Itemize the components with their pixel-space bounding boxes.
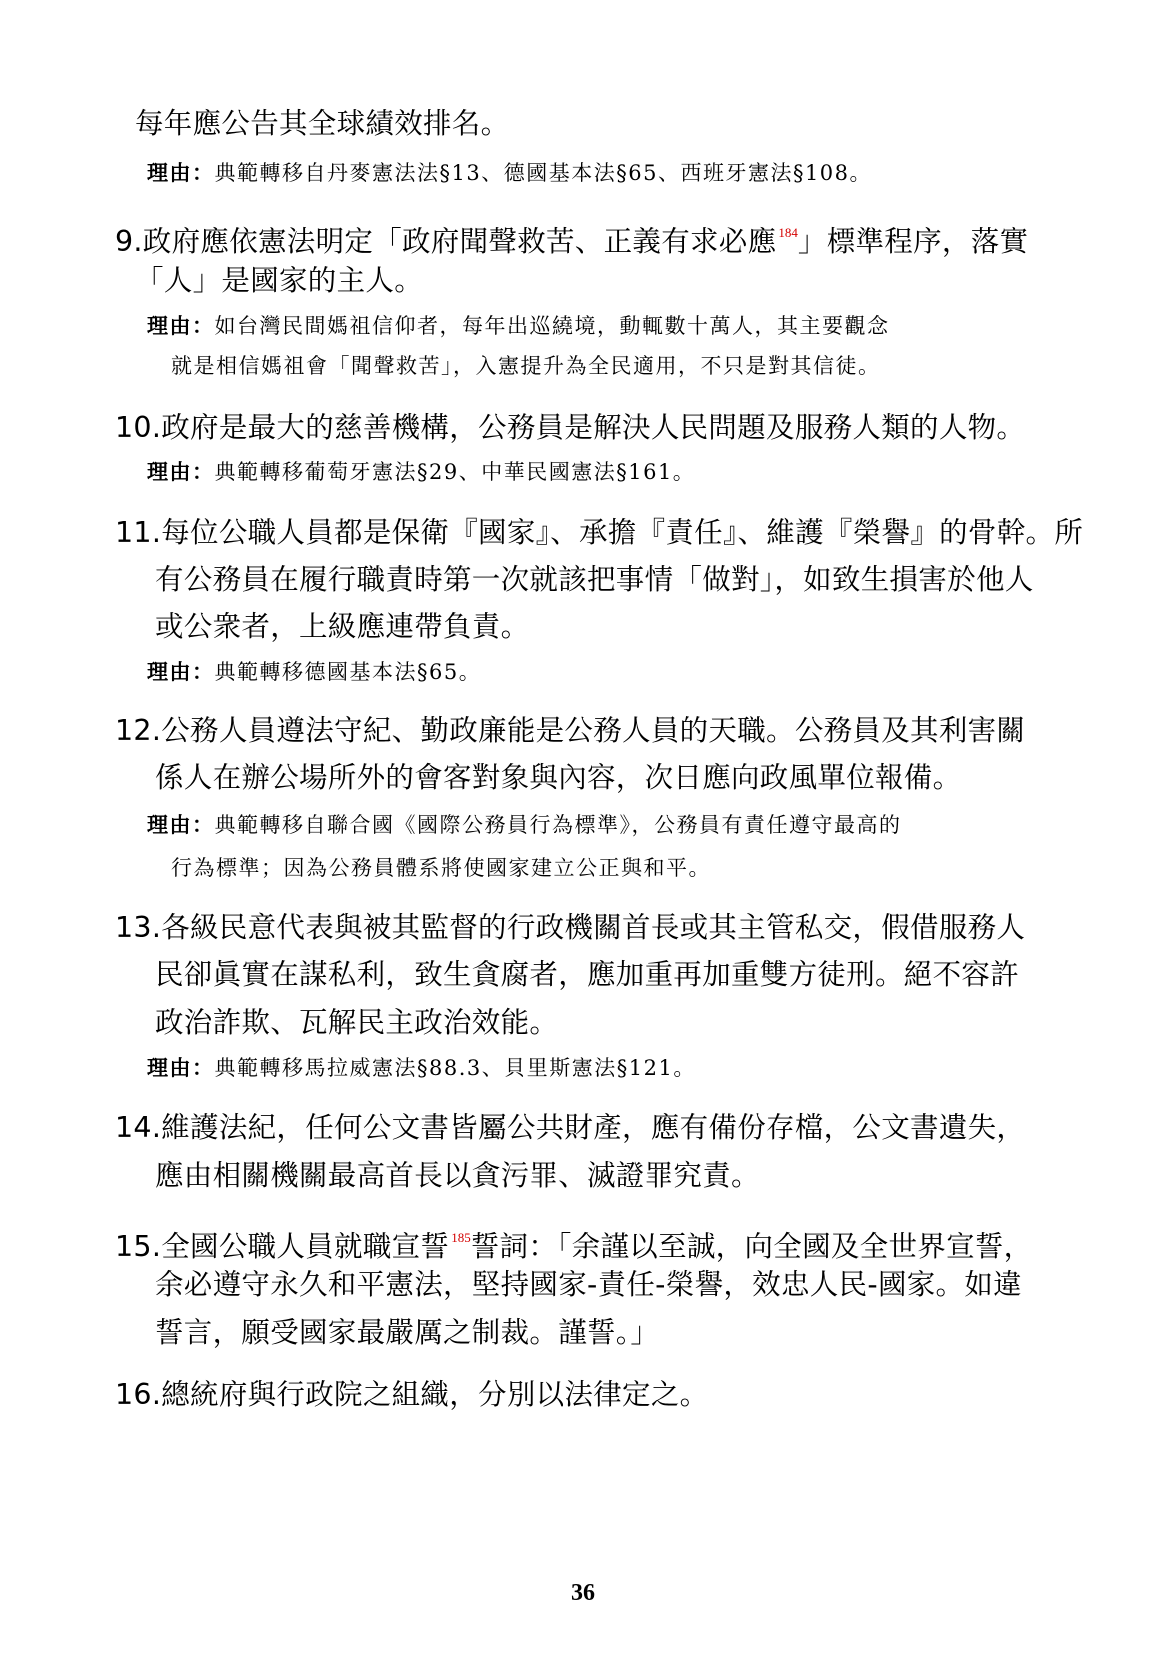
reason-label: 理由： (147, 160, 215, 185)
reason-line: 就是相信媽祖會「聞聲救苦」，入憲提升為全民適用，不只是對其信徒。 (171, 354, 881, 378)
item-14-line: 14.維護法紀，任何公文書皆屬公共財產，應有備份存檔，公文書遺失， (115, 1111, 1026, 1144)
item-11-line: 11.每位公職人員都是保衛『國家』、承擔『責任』、維護『榮譽』的骨幹。所 (115, 516, 1084, 549)
item-13-line: 政治詐欺、瓦解民主政治效能。 (155, 1006, 559, 1039)
item-15-line: 余必遵守永久和平憲法，堅持國家-責任-榮譽，效忠人民-國家。如違 (155, 1268, 1022, 1301)
item-13-line: 民卻眞實在謀私利，致生貪腐者，應加重再加重雙方徒刑。絕不容許 (155, 958, 1020, 991)
item-9-line: 9.政府應依憲法明定「政府聞聲救苦、正義有求必應 $^{184}$」標準程序，落實 (115, 225, 1029, 258)
item-15-line: 誓言，願受國家最嚴厲之制裁。謹誓。」 (155, 1316, 660, 1349)
reason-label: 理由： (147, 1055, 215, 1080)
reason-line: 理由：如台灣民間媽祖信仰者，每年出巡繞境，動輒數十萬人，其主要觀念 (147, 313, 890, 338)
page-number: 36 (571, 1580, 595, 1606)
reason-label: 理由： (147, 459, 215, 484)
reason-line: 理由：典範轉移自丹麥憲法法§13、德國基本法§65、西班牙憲法§108。 (147, 160, 873, 185)
footnote-ref[interactable]: 184 (778, 225, 798, 240)
reason-line: 理由：典範轉移葡萄牙憲法§29、中華民國憲法§161。 (147, 459, 696, 484)
reason-label: 理由： (147, 313, 215, 338)
reason-label: 理由： (147, 659, 215, 684)
item-16-line: 16.總統府與行政院之組織，分別以法律定之。 (115, 1378, 709, 1411)
reason-line: 行為標準；因為公務員體系將使國家建立公正與和平。 (171, 856, 711, 880)
footnote-ref[interactable]: 185 (451, 1230, 471, 1245)
item-12-line: 12.公務人員遵法守紀、勤政廉能是公務人員的天職。公務員及其利害關 (115, 714, 1026, 747)
reason-line: 理由：典範轉移德國基本法§65。 (147, 659, 482, 684)
text-line: 每年應公告其全球績效排名。 (135, 107, 510, 140)
reason-line: 理由：典範轉移自聯合國《國際公務員行為標準》，公務員有責任遵守最高的 (147, 812, 902, 837)
item-9-line: 「人」是國家的主人。 (135, 264, 424, 297)
reason-line: 理由：典範轉移馬拉威憲法§88.3、貝里斯憲法§121。 (147, 1055, 696, 1080)
item-15-line: 15.全國公職人員就職宣誓 $^{185}$誓詞：「余謹以至誠，向全國及全世界宣誓， (115, 1230, 1033, 1263)
item-11-line: 有公務員在履行職責時第一次就該把事情「做對」，如致生損害於他人 (155, 563, 1034, 596)
item-10-line: 10.政府是最大的慈善機構，公務員是解決人民問題及服務人類的人物。 (115, 411, 1026, 444)
item-12-line: 係人在辦公場所外的會客對象與內容，次日應向政風單位報備。 (155, 761, 962, 794)
reason-label: 理由： (147, 812, 215, 837)
item-14-line: 應由相關機關最高首長以貪污罪、滅證罪究責。 (155, 1159, 760, 1192)
item-11-line: 或公衆者，上級應連帶負責。 (155, 610, 530, 643)
item-13-line: 13.各級民意代表與被其監督的行政機關首長或其主管私交，假借服務人 (115, 911, 1026, 944)
